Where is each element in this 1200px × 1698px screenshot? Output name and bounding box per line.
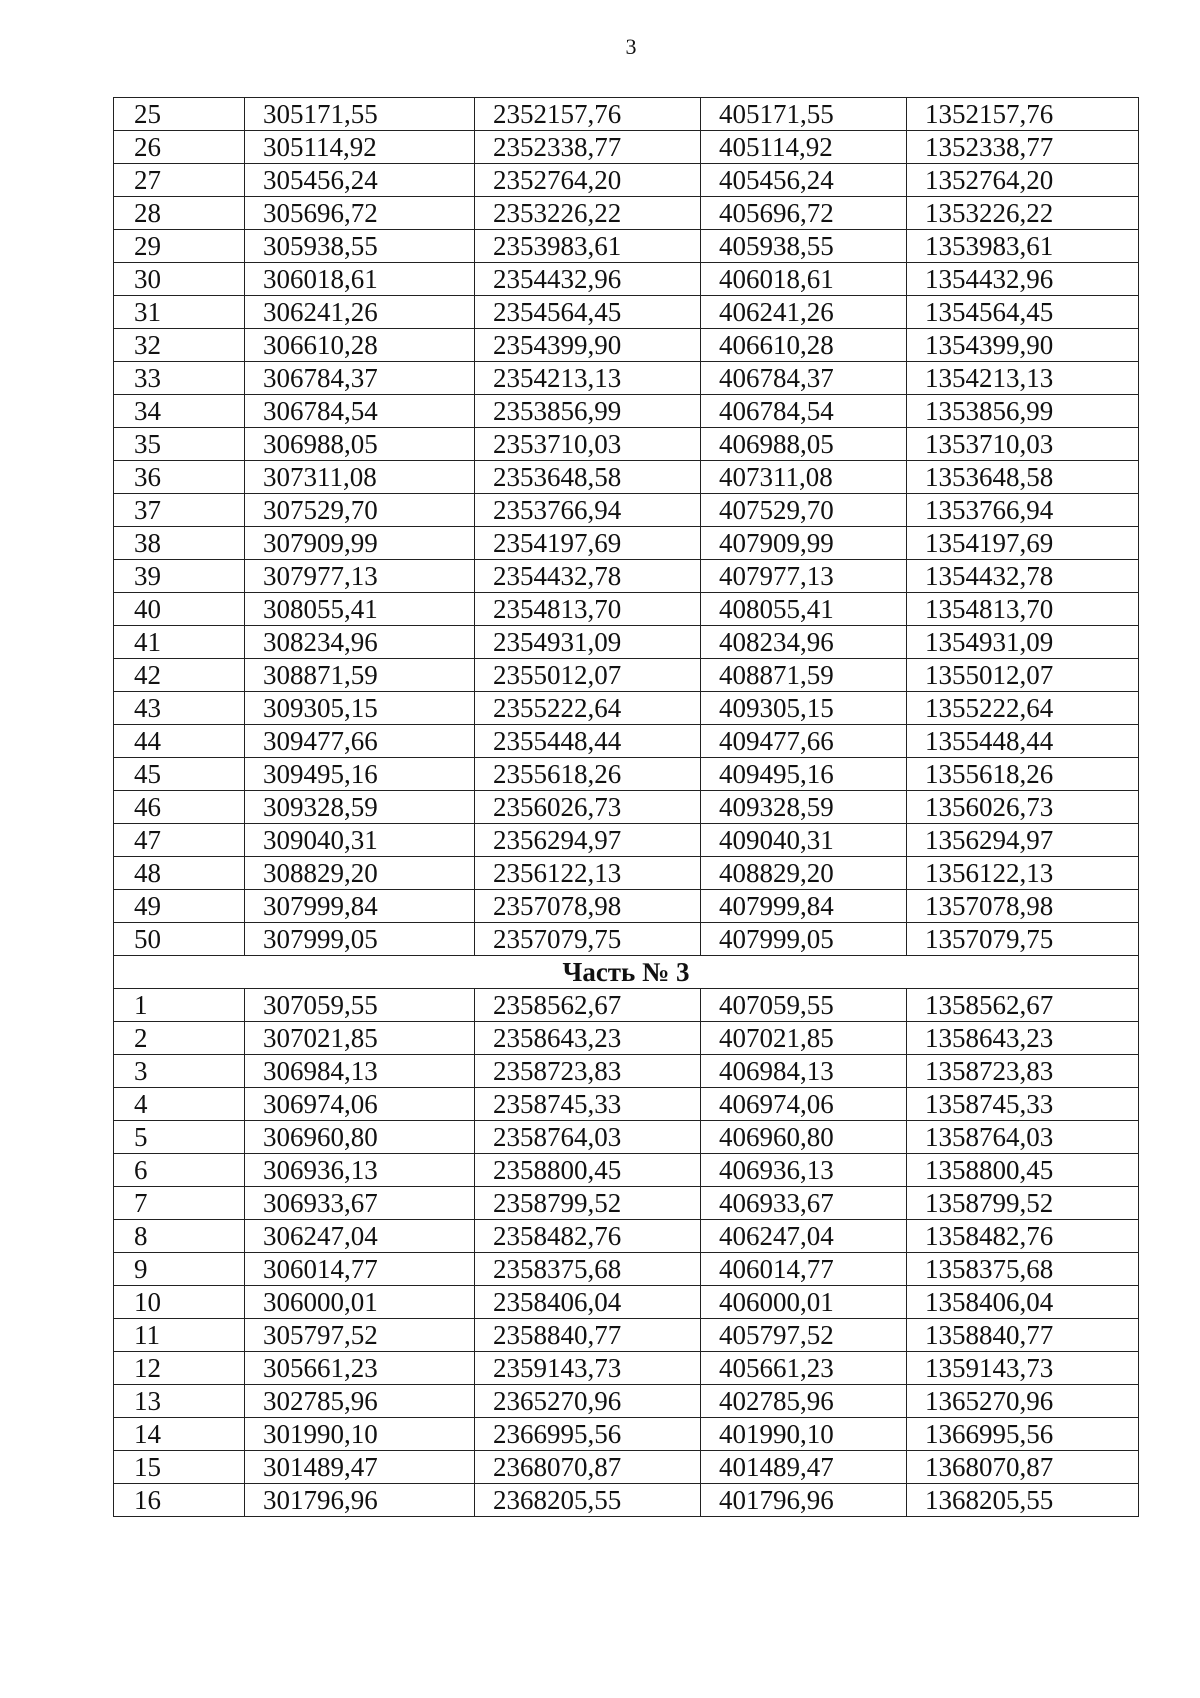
- y-coordinate-alt-cell: 1353856,99: [907, 395, 1139, 428]
- table-row: [114, 923, 1139, 956]
- point-number-cell: 12: [114, 1352, 245, 1385]
- point-number-cell: 4: [114, 1088, 245, 1121]
- point-number-cell: 5: [114, 1121, 245, 1154]
- x-coordinate-alt-cell: 406988,05: [701, 428, 907, 461]
- y-coordinate-cell: 2358799,52: [475, 1187, 701, 1220]
- x-coordinate-alt-cell: 407529,70: [701, 494, 907, 527]
- point-number-cell: 32: [114, 329, 245, 362]
- y-coordinate-cell: 2354564,45: [475, 296, 701, 329]
- point-number-cell: 26: [114, 131, 245, 164]
- y-coordinate-cell: 2354213,13: [475, 362, 701, 395]
- x-coordinate-alt-cell: 407909,99: [701, 527, 907, 560]
- y-coordinate-cell: 2358375,68: [475, 1253, 701, 1286]
- y-coordinate-alt-cell: 1368070,87: [907, 1451, 1139, 1484]
- x-coordinate-cell: 305171,55: [245, 98, 475, 131]
- point-number-cell: 9: [114, 1253, 245, 1286]
- x-coordinate-alt-cell: 407021,85: [701, 1022, 907, 1055]
- y-coordinate-alt-cell: 1354564,45: [907, 296, 1139, 329]
- table-body-part-2: [114, 98, 1139, 956]
- y-coordinate-alt-cell: 1356026,73: [907, 791, 1139, 824]
- table-row: [114, 1451, 1139, 1484]
- section-header-row: [114, 956, 1139, 989]
- point-number-cell: 16: [114, 1484, 245, 1517]
- point-number-cell: 38: [114, 527, 245, 560]
- y-coordinate-cell: 2356026,73: [475, 791, 701, 824]
- point-number-cell: 15: [114, 1451, 245, 1484]
- y-coordinate-cell: 2365270,96: [475, 1385, 701, 1418]
- y-coordinate-cell: 2368205,55: [475, 1484, 701, 1517]
- x-coordinate-cell: 306610,28: [245, 329, 475, 362]
- point-number-cell: 28: [114, 197, 245, 230]
- y-coordinate-alt-cell: 1358562,67: [907, 989, 1139, 1022]
- y-coordinate-alt-cell: 1352157,76: [907, 98, 1139, 131]
- point-number-cell: 34: [114, 395, 245, 428]
- table-row: [114, 1418, 1139, 1451]
- x-coordinate-cell: 309477,66: [245, 725, 475, 758]
- table-row: [114, 428, 1139, 461]
- y-coordinate-alt-cell: 1355618,26: [907, 758, 1139, 791]
- x-coordinate-cell: 306936,13: [245, 1154, 475, 1187]
- table-row: [114, 296, 1139, 329]
- x-coordinate-alt-cell: 407059,55: [701, 989, 907, 1022]
- x-coordinate-alt-cell: 409477,66: [701, 725, 907, 758]
- y-coordinate-cell: 2355448,44: [475, 725, 701, 758]
- table-row: [114, 989, 1139, 1022]
- x-coordinate-alt-cell: 401796,96: [701, 1484, 907, 1517]
- x-coordinate-alt-cell: 401489,47: [701, 1451, 907, 1484]
- x-coordinate-alt-cell: 405661,23: [701, 1352, 907, 1385]
- y-coordinate-cell: 2354399,90: [475, 329, 701, 362]
- table-row: [114, 1286, 1139, 1319]
- y-coordinate-cell: 2355012,07: [475, 659, 701, 692]
- point-number-cell: 44: [114, 725, 245, 758]
- table-row: [114, 329, 1139, 362]
- y-coordinate-cell: 2353710,03: [475, 428, 701, 461]
- table-row: [114, 1121, 1139, 1154]
- x-coordinate-alt-cell: 407977,13: [701, 560, 907, 593]
- y-coordinate-cell: 2352157,76: [475, 98, 701, 131]
- y-coordinate-cell: 2354432,96: [475, 263, 701, 296]
- point-number-cell: 49: [114, 890, 245, 923]
- y-coordinate-cell: 2366995,56: [475, 1418, 701, 1451]
- table-row: [114, 758, 1139, 791]
- table-row: [114, 857, 1139, 890]
- x-coordinate-cell: 307059,55: [245, 989, 475, 1022]
- y-coordinate-alt-cell: 1354931,09: [907, 626, 1139, 659]
- x-coordinate-cell: 308871,59: [245, 659, 475, 692]
- y-coordinate-alt-cell: 1355222,64: [907, 692, 1139, 725]
- y-coordinate-cell: 2352338,77: [475, 131, 701, 164]
- point-number-cell: 2: [114, 1022, 245, 1055]
- y-coordinate-alt-cell: 1355012,07: [907, 659, 1139, 692]
- y-coordinate-cell: 2356294,97: [475, 824, 701, 857]
- table-row: [114, 593, 1139, 626]
- table-row: [114, 362, 1139, 395]
- table-row: [114, 1022, 1139, 1055]
- x-coordinate-alt-cell: 407999,84: [701, 890, 907, 923]
- x-coordinate-cell: 308234,96: [245, 626, 475, 659]
- y-coordinate-cell: 2355618,26: [475, 758, 701, 791]
- point-number-cell: 42: [114, 659, 245, 692]
- table-row: [114, 395, 1139, 428]
- x-coordinate-cell: 307977,13: [245, 560, 475, 593]
- x-coordinate-cell: 301796,96: [245, 1484, 475, 1517]
- x-coordinate-alt-cell: 409040,31: [701, 824, 907, 857]
- page-number: 3: [625, 34, 637, 59]
- x-coordinate-cell: 307909,99: [245, 527, 475, 560]
- x-coordinate-cell: 302785,96: [245, 1385, 475, 1418]
- y-coordinate-alt-cell: 1353648,58: [907, 461, 1139, 494]
- point-number-cell: 39: [114, 560, 245, 593]
- y-coordinate-cell: 2358406,04: [475, 1286, 701, 1319]
- x-coordinate-alt-cell: 402785,96: [701, 1385, 907, 1418]
- y-coordinate-alt-cell: 1358799,52: [907, 1187, 1139, 1220]
- y-coordinate-cell: 2356122,13: [475, 857, 701, 890]
- x-coordinate-alt-cell: 406247,04: [701, 1220, 907, 1253]
- y-coordinate-cell: 2358764,03: [475, 1121, 701, 1154]
- x-coordinate-alt-cell: 407999,05: [701, 923, 907, 956]
- x-coordinate-cell: 309040,31: [245, 824, 475, 857]
- x-coordinate-alt-cell: 406241,26: [701, 296, 907, 329]
- y-coordinate-alt-cell: 1358482,76: [907, 1220, 1139, 1253]
- point-number-cell: 25: [114, 98, 245, 131]
- table-row: [114, 824, 1139, 857]
- y-coordinate-alt-cell: 1368205,55: [907, 1484, 1139, 1517]
- y-coordinate-cell: 2357079,75: [475, 923, 701, 956]
- table-row: [114, 494, 1139, 527]
- y-coordinate-cell: 2352764,20: [475, 164, 701, 197]
- table-row: [114, 1220, 1139, 1253]
- point-number-cell: 14: [114, 1418, 245, 1451]
- x-coordinate-cell: 309305,15: [245, 692, 475, 725]
- y-coordinate-alt-cell: 1353226,22: [907, 197, 1139, 230]
- point-number-cell: 43: [114, 692, 245, 725]
- part-title: Часть № 3: [114, 956, 1139, 989]
- y-coordinate-alt-cell: 1359143,73: [907, 1352, 1139, 1385]
- table-row: [114, 98, 1139, 131]
- point-number-cell: 47: [114, 824, 245, 857]
- y-coordinate-cell: 2358562,67: [475, 989, 701, 1022]
- y-coordinate-cell: 2353648,58: [475, 461, 701, 494]
- point-number-cell: 48: [114, 857, 245, 890]
- point-number-cell: 11: [114, 1319, 245, 1352]
- point-number-cell: 7: [114, 1187, 245, 1220]
- y-coordinate-alt-cell: 1358800,45: [907, 1154, 1139, 1187]
- x-coordinate-cell: 301990,10: [245, 1418, 475, 1451]
- y-coordinate-alt-cell: 1354432,78: [907, 560, 1139, 593]
- x-coordinate-cell: 309495,16: [245, 758, 475, 791]
- y-coordinate-cell: 2368070,87: [475, 1451, 701, 1484]
- x-coordinate-alt-cell: 408055,41: [701, 593, 907, 626]
- x-coordinate-cell: 307311,08: [245, 461, 475, 494]
- table-row: [114, 560, 1139, 593]
- x-coordinate-cell: 306241,26: [245, 296, 475, 329]
- y-coordinate-alt-cell: 1365270,96: [907, 1385, 1139, 1418]
- table-row: [114, 791, 1139, 824]
- x-coordinate-alt-cell: 406610,28: [701, 329, 907, 362]
- x-coordinate-cell: 307529,70: [245, 494, 475, 527]
- table-row: [114, 1385, 1139, 1418]
- y-coordinate-alt-cell: 1354399,90: [907, 329, 1139, 362]
- x-coordinate-alt-cell: 406960,80: [701, 1121, 907, 1154]
- table-row: [114, 230, 1139, 263]
- y-coordinate-alt-cell: 1366995,56: [907, 1418, 1139, 1451]
- y-coordinate-alt-cell: 1353766,94: [907, 494, 1139, 527]
- section-header: [114, 956, 1139, 989]
- x-coordinate-cell: 305696,72: [245, 197, 475, 230]
- x-coordinate-alt-cell: 407311,08: [701, 461, 907, 494]
- point-number-cell: 29: [114, 230, 245, 263]
- y-coordinate-alt-cell: 1358840,77: [907, 1319, 1139, 1352]
- y-coordinate-alt-cell: 1353710,03: [907, 428, 1139, 461]
- x-coordinate-cell: 301489,47: [245, 1451, 475, 1484]
- x-coordinate-alt-cell: 408234,96: [701, 626, 907, 659]
- y-coordinate-cell: 2354197,69: [475, 527, 701, 560]
- y-coordinate-alt-cell: 1352764,20: [907, 164, 1139, 197]
- x-coordinate-cell: 306784,37: [245, 362, 475, 395]
- point-number-cell: 33: [114, 362, 245, 395]
- x-coordinate-alt-cell: 405114,92: [701, 131, 907, 164]
- x-coordinate-cell: 306018,61: [245, 263, 475, 296]
- table-row: [114, 890, 1139, 923]
- x-coordinate-cell: 306960,80: [245, 1121, 475, 1154]
- x-coordinate-cell: 305938,55: [245, 230, 475, 263]
- y-coordinate-cell: 2354432,78: [475, 560, 701, 593]
- x-coordinate-alt-cell: 408829,20: [701, 857, 907, 890]
- point-number-cell: 31: [114, 296, 245, 329]
- y-coordinate-cell: 2355222,64: [475, 692, 701, 725]
- x-coordinate-cell: 306247,04: [245, 1220, 475, 1253]
- x-coordinate-cell: 305797,52: [245, 1319, 475, 1352]
- y-coordinate-alt-cell: 1356294,97: [907, 824, 1139, 857]
- y-coordinate-cell: 2353226,22: [475, 197, 701, 230]
- y-coordinate-alt-cell: 1354432,96: [907, 263, 1139, 296]
- x-coordinate-alt-cell: 406784,37: [701, 362, 907, 395]
- point-number-cell: 13: [114, 1385, 245, 1418]
- y-coordinate-cell: 2359143,73: [475, 1352, 701, 1385]
- x-coordinate-cell: 308055,41: [245, 593, 475, 626]
- x-coordinate-alt-cell: 406936,13: [701, 1154, 907, 1187]
- x-coordinate-cell: 307021,85: [245, 1022, 475, 1055]
- point-number-cell: 41: [114, 626, 245, 659]
- point-number-cell: 10: [114, 1286, 245, 1319]
- table-row: [114, 263, 1139, 296]
- y-coordinate-cell: 2358840,77: [475, 1319, 701, 1352]
- y-coordinate-cell: 2358745,33: [475, 1088, 701, 1121]
- point-number-cell: 37: [114, 494, 245, 527]
- table-row: [114, 1319, 1139, 1352]
- y-coordinate-cell: 2358723,83: [475, 1055, 701, 1088]
- point-number-cell: 40: [114, 593, 245, 626]
- y-coordinate-alt-cell: 1358375,68: [907, 1253, 1139, 1286]
- table-body-part-3: [114, 989, 1139, 1517]
- x-coordinate-alt-cell: 406784,54: [701, 395, 907, 428]
- x-coordinate-cell: 306984,13: [245, 1055, 475, 1088]
- y-coordinate-alt-cell: 1357079,75: [907, 923, 1139, 956]
- x-coordinate-alt-cell: 406014,77: [701, 1253, 907, 1286]
- point-number-cell: 35: [114, 428, 245, 461]
- table-row: [114, 461, 1139, 494]
- x-coordinate-cell: 305456,24: [245, 164, 475, 197]
- x-coordinate-alt-cell: 405456,24: [701, 164, 907, 197]
- table-row: [114, 1055, 1139, 1088]
- y-coordinate-cell: 2358800,45: [475, 1154, 701, 1187]
- x-coordinate-alt-cell: 409495,16: [701, 758, 907, 791]
- y-coordinate-cell: 2353856,99: [475, 395, 701, 428]
- y-coordinate-alt-cell: 1353983,61: [907, 230, 1139, 263]
- table-row: [114, 1484, 1139, 1517]
- point-number-cell: 3: [114, 1055, 245, 1088]
- y-coordinate-alt-cell: 1357078,98: [907, 890, 1139, 923]
- x-coordinate-alt-cell: 401990,10: [701, 1418, 907, 1451]
- y-coordinate-cell: 2353766,94: [475, 494, 701, 527]
- x-coordinate-alt-cell: 406000,01: [701, 1286, 907, 1319]
- table-row: [114, 1187, 1139, 1220]
- x-coordinate-alt-cell: 405938,55: [701, 230, 907, 263]
- table-row: [114, 626, 1139, 659]
- y-coordinate-alt-cell: 1352338,77: [907, 131, 1139, 164]
- y-coordinate-alt-cell: 1354197,69: [907, 527, 1139, 560]
- x-coordinate-alt-cell: 408871,59: [701, 659, 907, 692]
- point-number-cell: 50: [114, 923, 245, 956]
- y-coordinate-cell: 2358643,23: [475, 1022, 701, 1055]
- x-coordinate-cell: 305114,92: [245, 131, 475, 164]
- y-coordinate-alt-cell: 1358406,04: [907, 1286, 1139, 1319]
- x-coordinate-alt-cell: 409305,15: [701, 692, 907, 725]
- y-coordinate-cell: 2353983,61: [475, 230, 701, 263]
- y-coordinate-alt-cell: 1356122,13: [907, 857, 1139, 890]
- x-coordinate-cell: 306974,06: [245, 1088, 475, 1121]
- x-coordinate-alt-cell: 406018,61: [701, 263, 907, 296]
- point-number-cell: 1: [114, 989, 245, 1022]
- x-coordinate-alt-cell: 409328,59: [701, 791, 907, 824]
- table-row: [114, 131, 1139, 164]
- x-coordinate-alt-cell: 405696,72: [701, 197, 907, 230]
- y-coordinate-alt-cell: 1354813,70: [907, 593, 1139, 626]
- y-coordinate-cell: 2358482,76: [475, 1220, 701, 1253]
- table-row: [114, 164, 1139, 197]
- x-coordinate-cell: 306014,77: [245, 1253, 475, 1286]
- table-row: [114, 197, 1139, 230]
- table-row: [114, 725, 1139, 758]
- y-coordinate-cell: 2354931,09: [475, 626, 701, 659]
- x-coordinate-cell: 306988,05: [245, 428, 475, 461]
- point-number-cell: 46: [114, 791, 245, 824]
- table-row: [114, 659, 1139, 692]
- point-number-cell: 30: [114, 263, 245, 296]
- y-coordinate-alt-cell: 1354213,13: [907, 362, 1139, 395]
- x-coordinate-cell: 309328,59: [245, 791, 475, 824]
- point-number-cell: 6: [114, 1154, 245, 1187]
- y-coordinate-alt-cell: 1358723,83: [907, 1055, 1139, 1088]
- y-coordinate-alt-cell: 1358764,03: [907, 1121, 1139, 1154]
- x-coordinate-alt-cell: 406974,06: [701, 1088, 907, 1121]
- y-coordinate-alt-cell: 1355448,44: [907, 725, 1139, 758]
- point-number-cell: 36: [114, 461, 245, 494]
- table-row: [114, 1253, 1139, 1286]
- x-coordinate-cell: 306784,54: [245, 395, 475, 428]
- table-row: [114, 692, 1139, 725]
- x-coordinate-alt-cell: 405171,55: [701, 98, 907, 131]
- table-row: [114, 1154, 1139, 1187]
- x-coordinate-cell: 306000,01: [245, 1286, 475, 1319]
- x-coordinate-cell: 308829,20: [245, 857, 475, 890]
- y-coordinate-cell: 2354813,70: [475, 593, 701, 626]
- y-coordinate-cell: 2357078,98: [475, 890, 701, 923]
- point-number-cell: 45: [114, 758, 245, 791]
- coordinates-table: [113, 97, 1139, 1517]
- x-coordinate-cell: 306933,67: [245, 1187, 475, 1220]
- x-coordinate-alt-cell: 406984,13: [701, 1055, 907, 1088]
- y-coordinate-alt-cell: 1358745,33: [907, 1088, 1139, 1121]
- x-coordinate-cell: 307999,84: [245, 890, 475, 923]
- table-row: [114, 1088, 1139, 1121]
- x-coordinate-cell: 307999,05: [245, 923, 475, 956]
- table-row: [114, 1352, 1139, 1385]
- x-coordinate-alt-cell: 405797,52: [701, 1319, 907, 1352]
- table-row: [114, 527, 1139, 560]
- point-number-cell: 27: [114, 164, 245, 197]
- x-coordinate-cell: 305661,23: [245, 1352, 475, 1385]
- y-coordinate-alt-cell: 1358643,23: [907, 1022, 1139, 1055]
- x-coordinate-alt-cell: 406933,67: [701, 1187, 907, 1220]
- point-number-cell: 8: [114, 1220, 245, 1253]
